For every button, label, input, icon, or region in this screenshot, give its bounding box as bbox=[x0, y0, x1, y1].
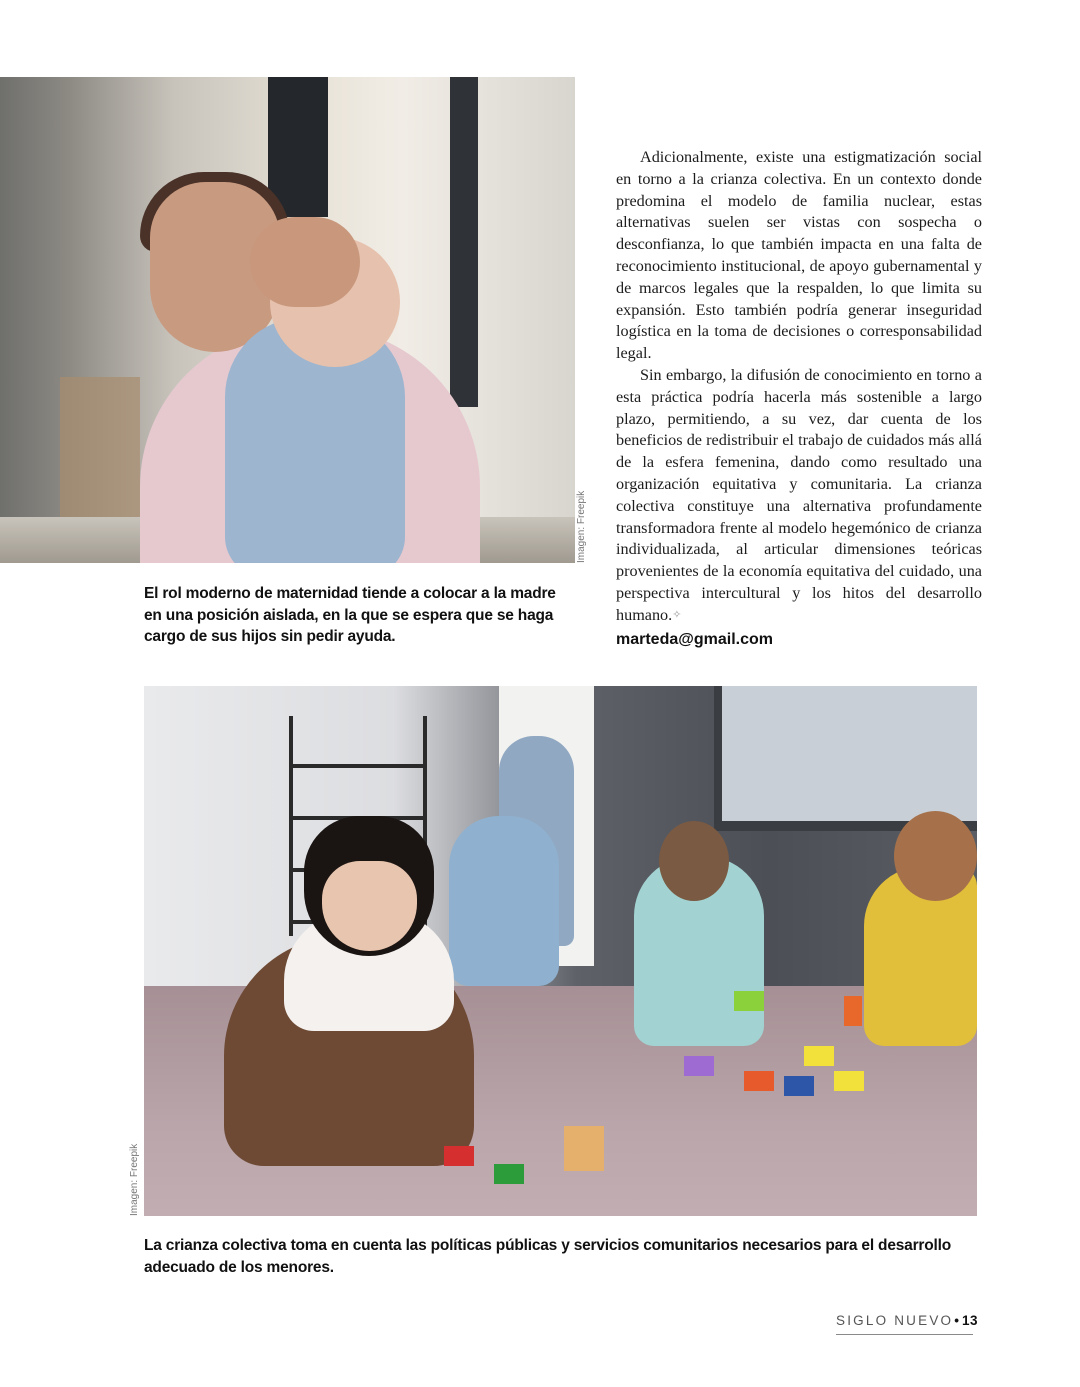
photo-boy-head bbox=[659, 821, 729, 901]
photo-credit: Imagen: Freepik bbox=[576, 490, 587, 563]
photo-window-frame bbox=[450, 77, 478, 407]
end-mark-icon: ✧ bbox=[672, 608, 682, 621]
photo-caption: La crianza colectiva toma en cuenta las políticas públicas y servicios comunitarios necesarios para el desarrollo adecuado de los menores. bbox=[144, 1237, 951, 1276]
toy-block bbox=[734, 991, 764, 1011]
toy-block bbox=[844, 996, 862, 1026]
photo-mother-baby bbox=[0, 77, 575, 563]
toy-block bbox=[804, 1046, 834, 1066]
photo-caption: El rol moderno de maternidad tiende a colocar a la madre en una posición aislada, en la que se espera que se haga cargo de sus hijos sin pedir ayuda. bbox=[144, 585, 556, 645]
author-email[interactable]: marteda@gmail.com bbox=[616, 630, 773, 648]
photo-woman-sitting bbox=[449, 816, 559, 986]
toy-block bbox=[444, 1146, 474, 1166]
article-body bbox=[616, 147, 982, 650]
toy-block bbox=[684, 1056, 714, 1076]
photo-children-playing bbox=[144, 686, 977, 1216]
photo-mother-hand bbox=[250, 217, 360, 307]
photo-window bbox=[714, 686, 977, 831]
toy-block bbox=[494, 1164, 524, 1184]
article-paragraph bbox=[616, 365, 982, 627]
article-paragraph: Adicionalmente, existe una estigmatización social en torno a la crianza colectiva. En un contexto donde predomina el modelo de familia nuclear, estas alternativas suelen ser vistas con sospecha o desconfianza, lo que también impacta en una falta de reconocimiento institucional, de apoyo gubernamental y de marcos legales que la respalden, lo que limita su expansión. Esto también podría generar inseguridad logística en la toma de decisiones o corresponsabilidad legal. bbox=[616, 148, 982, 363]
photo-boy-head bbox=[894, 811, 977, 901]
article-paragraph-text: Sin embargo, la difusión de conocimiento en torno a esta práctica podría hacerla más sostenible a largo plazo, permitiendo, a su vez, dar cuenta de los beneficios de redistribuir el trabajo de cuidados más allá de la esfera femenina, dando como resultado una organización equitativa y comunitaria. La crianza colectiva constituye una alternativa profundamente transformadora frente al modelo hegemónico de crianza individualizada, al articular dimensiones teóricas provenientes de la economía equitativa del cuidado, una perspectiva intercultural y los hitos del desarrollo humano. bbox=[616, 365, 982, 624]
page-number: 13 bbox=[961, 1313, 978, 1328]
photo-window-frame bbox=[268, 77, 328, 217]
toy-block bbox=[784, 1076, 814, 1096]
toy-block bbox=[564, 1126, 604, 1171]
footer-separator: • bbox=[954, 1313, 959, 1328]
toy-block bbox=[744, 1071, 774, 1091]
page-footer bbox=[836, 1313, 978, 1335]
magazine-name: SIGLO NUEVO bbox=[836, 1313, 954, 1328]
photo-credit: Imagen: Freepik bbox=[129, 1143, 140, 1216]
toy-block bbox=[834, 1071, 864, 1091]
